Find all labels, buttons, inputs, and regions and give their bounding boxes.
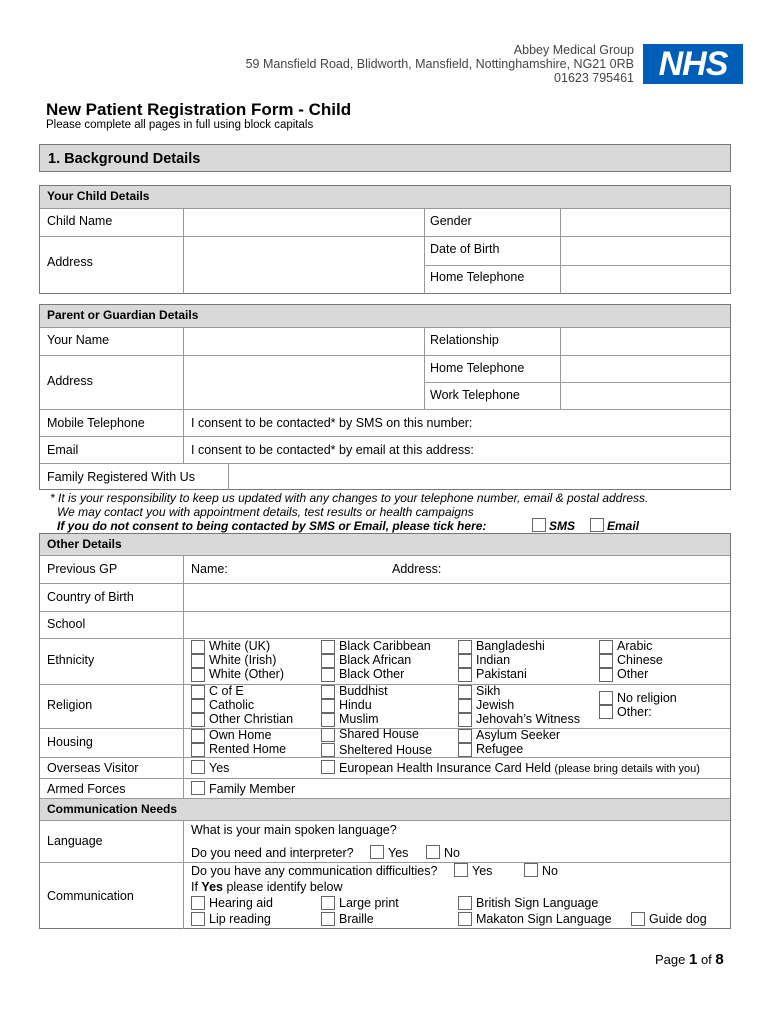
school-label: School bbox=[47, 617, 86, 631]
comm-option: Makaton Sign Language bbox=[476, 912, 612, 926]
relationship-label: Relationship bbox=[430, 333, 499, 347]
child-home-tel-label: Home Telephone bbox=[430, 270, 525, 284]
dob-field[interactable] bbox=[561, 237, 729, 265]
form-subtitle: Please complete all pages in full using block capitals bbox=[46, 119, 314, 131]
ethnicity-label: Ethnicity bbox=[47, 653, 95, 667]
spoken-language-question: What is your main spoken language? bbox=[191, 823, 397, 837]
page-number: Page 1 of 8 bbox=[655, 951, 724, 968]
family-registered-field[interactable] bbox=[229, 464, 729, 490]
bsl-checkbox[interactable] bbox=[458, 896, 472, 910]
parent-name-field[interactable] bbox=[184, 328, 424, 355]
ethnicity-option: White (Other) bbox=[209, 667, 285, 681]
religion-catholic-checkbox[interactable] bbox=[191, 699, 205, 713]
difficulties-yes-label: Yes bbox=[472, 864, 493, 878]
work-tel-field[interactable] bbox=[561, 383, 729, 409]
housing-option: Refugee bbox=[476, 742, 524, 756]
communication-label: Communication bbox=[47, 889, 134, 903]
email-label: Email bbox=[47, 443, 79, 457]
religion-option: Hindu bbox=[339, 698, 372, 712]
ethnicity-option: Other bbox=[617, 667, 649, 681]
parent-details-table bbox=[39, 304, 731, 490]
large-print-checkbox[interactable] bbox=[321, 896, 335, 910]
language-label: Language bbox=[47, 834, 103, 848]
ethnicity-bangladeshi-checkbox[interactable] bbox=[458, 640, 472, 654]
religion-hindu-checkbox[interactable] bbox=[321, 699, 335, 713]
child-details-header: Your Child Details bbox=[40, 186, 730, 208]
responsibility-note: * It is your responsibility to keep us updated with any changes to your telephone number, email & postal address. bbox=[50, 491, 649, 505]
ethnicity-option: Indian bbox=[476, 653, 511, 667]
opt-out-note: If you do not consent to being contacted by SMS or Email, please tick here: bbox=[57, 519, 487, 533]
religion-other-checkbox[interactable] bbox=[599, 705, 613, 719]
religion-option: Jehovah’s Witness bbox=[476, 712, 580, 726]
ethnicity-option: Pakistani bbox=[476, 667, 527, 681]
ethnicity-black-caribbean-checkbox[interactable] bbox=[321, 640, 335, 654]
practice-phone: 01623 795461 bbox=[554, 71, 634, 85]
difficulties-no-checkbox[interactable] bbox=[524, 863, 538, 877]
mobile-field[interactable] bbox=[490, 410, 729, 436]
section-heading: 1. Background Details bbox=[39, 144, 731, 172]
housing-rented-home-checkbox[interactable] bbox=[191, 743, 205, 757]
housing-option: Sheltered House bbox=[339, 743, 433, 757]
communication-header: Communication Needs bbox=[40, 799, 730, 820]
religion-option: No religion bbox=[617, 691, 677, 705]
religion-jehovahs-witness-checkbox[interactable] bbox=[458, 713, 472, 727]
religion-option: Muslim bbox=[339, 712, 379, 726]
country-of-birth-label: Country of Birth bbox=[47, 590, 134, 604]
previous-gp-label: Previous GP bbox=[47, 562, 118, 576]
difficulties-question: Do you have any communication difficulties? bbox=[191, 864, 438, 878]
interpreter-question: Do you need and interpreter? bbox=[191, 846, 354, 860]
overseas-visitor-label: Overseas Visitor bbox=[47, 761, 139, 775]
religion-muslim-checkbox[interactable] bbox=[321, 713, 335, 727]
spoken-language-field[interactable] bbox=[415, 821, 729, 839]
parent-address-field[interactable] bbox=[184, 356, 424, 409]
ethnicity-option: Black Caribbean bbox=[339, 639, 431, 653]
contact-note: We may contact you with appointment details, test results or health campaigns bbox=[57, 505, 474, 519]
ethnicity-white-irish-checkbox[interactable] bbox=[191, 654, 205, 668]
overseas-yes-checkbox[interactable] bbox=[191, 760, 205, 774]
difficulties-yes-checkbox[interactable] bbox=[454, 863, 468, 877]
parent-details-header: Parent or Guardian Details bbox=[40, 305, 730, 327]
housing-option: Shared House bbox=[339, 727, 419, 741]
makaton-checkbox[interactable] bbox=[458, 912, 472, 926]
ehic-checkbox[interactable] bbox=[321, 760, 335, 774]
school-field[interactable] bbox=[184, 612, 729, 638]
gp-address-label: Address: bbox=[392, 562, 442, 576]
gender-field[interactable] bbox=[561, 209, 729, 236]
religion-cofe-checkbox[interactable] bbox=[191, 685, 205, 699]
family-registered-label: Family Registered With Us bbox=[47, 470, 195, 484]
ethnicity-arabic-checkbox[interactable] bbox=[599, 640, 613, 654]
sms-optout-checkbox[interactable] bbox=[532, 518, 546, 532]
identify-instruction: If Yes please identify below bbox=[191, 880, 343, 894]
ethnicity-option: White (Irish) bbox=[209, 653, 277, 667]
ethnicity-option: Bangladeshi bbox=[476, 639, 545, 653]
ethnicity-indian-checkbox[interactable] bbox=[458, 654, 472, 668]
religion-option: Other: bbox=[617, 705, 652, 719]
lip-reading-checkbox[interactable] bbox=[191, 912, 205, 926]
nhs-logo: NHS bbox=[643, 44, 743, 84]
interpreter-yes-label: Yes bbox=[388, 846, 409, 860]
gp-name-label: Name: bbox=[191, 562, 228, 576]
interpreter-no-checkbox[interactable] bbox=[426, 845, 440, 859]
armed-forces-label: Armed Forces bbox=[47, 782, 126, 796]
child-name-field[interactable] bbox=[184, 209, 424, 236]
ethnicity-white-other-checkbox[interactable] bbox=[191, 668, 205, 682]
religion-label: Religion bbox=[47, 698, 93, 712]
child-address-field[interactable] bbox=[184, 237, 424, 294]
religion-sikh-checkbox[interactable] bbox=[458, 685, 472, 699]
parent-home-tel-field[interactable] bbox=[561, 356, 729, 382]
ethnicity-option: Chinese bbox=[617, 653, 663, 667]
interpreter-no-label: No bbox=[444, 846, 460, 860]
housing-option: Asylum Seeker bbox=[476, 728, 561, 742]
overseas-yes-label: Yes bbox=[209, 761, 230, 775]
form-title: New Patient Registration Form - Child bbox=[46, 100, 352, 119]
comm-option: Braille bbox=[339, 912, 374, 926]
guide-dog-checkbox[interactable] bbox=[631, 912, 645, 926]
child-details-table bbox=[39, 185, 731, 294]
ethnicity-option: Black African bbox=[339, 653, 412, 667]
child-home-tel-field[interactable] bbox=[561, 266, 729, 294]
religion-none-checkbox[interactable] bbox=[599, 691, 613, 705]
ethnicity-other-checkbox[interactable] bbox=[599, 668, 613, 682]
email-consent-text: I consent to be contacted* by email at this address: bbox=[191, 443, 474, 457]
email-optout-label: Email bbox=[607, 519, 640, 533]
housing-own-home-checkbox[interactable] bbox=[191, 729, 205, 743]
religion-other-christian-checkbox[interactable] bbox=[191, 713, 205, 727]
ethnicity-white-uk-checkbox[interactable] bbox=[191, 640, 205, 654]
ethnicity-option: Arabic bbox=[617, 639, 653, 653]
family-member-checkbox[interactable] bbox=[191, 781, 205, 795]
housing-label: Housing bbox=[47, 735, 93, 749]
religion-option: Sikh bbox=[476, 684, 501, 698]
parent-name-label: Your Name bbox=[47, 333, 110, 347]
difficulties-no-label: No bbox=[542, 864, 558, 878]
housing-option: Own Home bbox=[209, 728, 272, 742]
gp-name-field[interactable] bbox=[235, 556, 385, 583]
child-address-label: Address bbox=[47, 255, 93, 269]
gender-label: Gender bbox=[430, 214, 472, 228]
comm-option: Guide dog bbox=[649, 912, 707, 926]
housing-shared-house-checkbox[interactable] bbox=[321, 728, 335, 742]
email-optout-checkbox[interactable] bbox=[590, 518, 604, 532]
religion-option: Jewish bbox=[476, 698, 515, 712]
parent-address-label: Address bbox=[47, 374, 93, 388]
dob-label: Date of Birth bbox=[430, 242, 500, 256]
sms-optout-label: SMS bbox=[549, 519, 576, 533]
other-details-header: Other Details bbox=[40, 534, 730, 555]
housing-refugee-checkbox[interactable] bbox=[458, 743, 472, 757]
mobile-label: Mobile Telephone bbox=[47, 416, 145, 430]
housing-sheltered-house-checkbox[interactable] bbox=[321, 743, 335, 757]
gp-address-field[interactable] bbox=[445, 556, 729, 583]
religion-jewish-checkbox[interactable] bbox=[458, 699, 472, 713]
ethnicity-black-african-checkbox[interactable] bbox=[321, 654, 335, 668]
work-tel-label: Work Telephone bbox=[430, 388, 520, 402]
comm-option: Hearing aid bbox=[209, 896, 273, 910]
parent-home-tel-label: Home Telephone bbox=[430, 361, 525, 375]
religion-option: Other Christian bbox=[209, 712, 294, 726]
ethnicity-chinese-checkbox[interactable] bbox=[599, 654, 613, 668]
interpreter-yes-checkbox[interactable] bbox=[370, 845, 384, 859]
housing-asylum-seeker-checkbox[interactable] bbox=[458, 729, 472, 743]
hearing-aid-checkbox[interactable] bbox=[191, 896, 205, 910]
practice-name: Abbey Medical Group bbox=[513, 43, 634, 57]
comm-option: Large print bbox=[339, 896, 399, 910]
ethnicity-black-other-checkbox[interactable] bbox=[321, 668, 335, 682]
religion-buddhist-checkbox[interactable] bbox=[321, 685, 335, 699]
ethnicity-option: White (UK) bbox=[209, 639, 271, 653]
relationship-field[interactable] bbox=[561, 328, 729, 355]
religion-option: Buddhist bbox=[339, 684, 388, 698]
ehic-label: European Health Insurance Card Held (please bring details with you) bbox=[339, 761, 700, 775]
family-member-label: Family Member bbox=[209, 782, 296, 796]
housing-option: Rented Home bbox=[209, 742, 287, 756]
other-details-table bbox=[39, 533, 731, 929]
ethnicity-pakistani-checkbox[interactable] bbox=[458, 668, 472, 682]
comm-option: British Sign Language bbox=[476, 896, 599, 910]
child-name-label: Child Name bbox=[47, 214, 113, 228]
religion-option: C of E bbox=[209, 684, 244, 698]
country-of-birth-field[interactable] bbox=[184, 584, 729, 611]
ethnicity-option: Black Other bbox=[339, 667, 405, 681]
email-field[interactable] bbox=[490, 437, 729, 463]
sms-consent-text: I consent to be contacted* by SMS on this number: bbox=[191, 416, 473, 430]
braille-checkbox[interactable] bbox=[321, 912, 335, 926]
religion-option: Catholic bbox=[209, 698, 255, 712]
comm-option: Lip reading bbox=[209, 912, 271, 926]
practice-address: 59 Mansfield Road, Blidworth, Mansfield, Nottinghamshire, NG21 0RB bbox=[245, 57, 634, 71]
